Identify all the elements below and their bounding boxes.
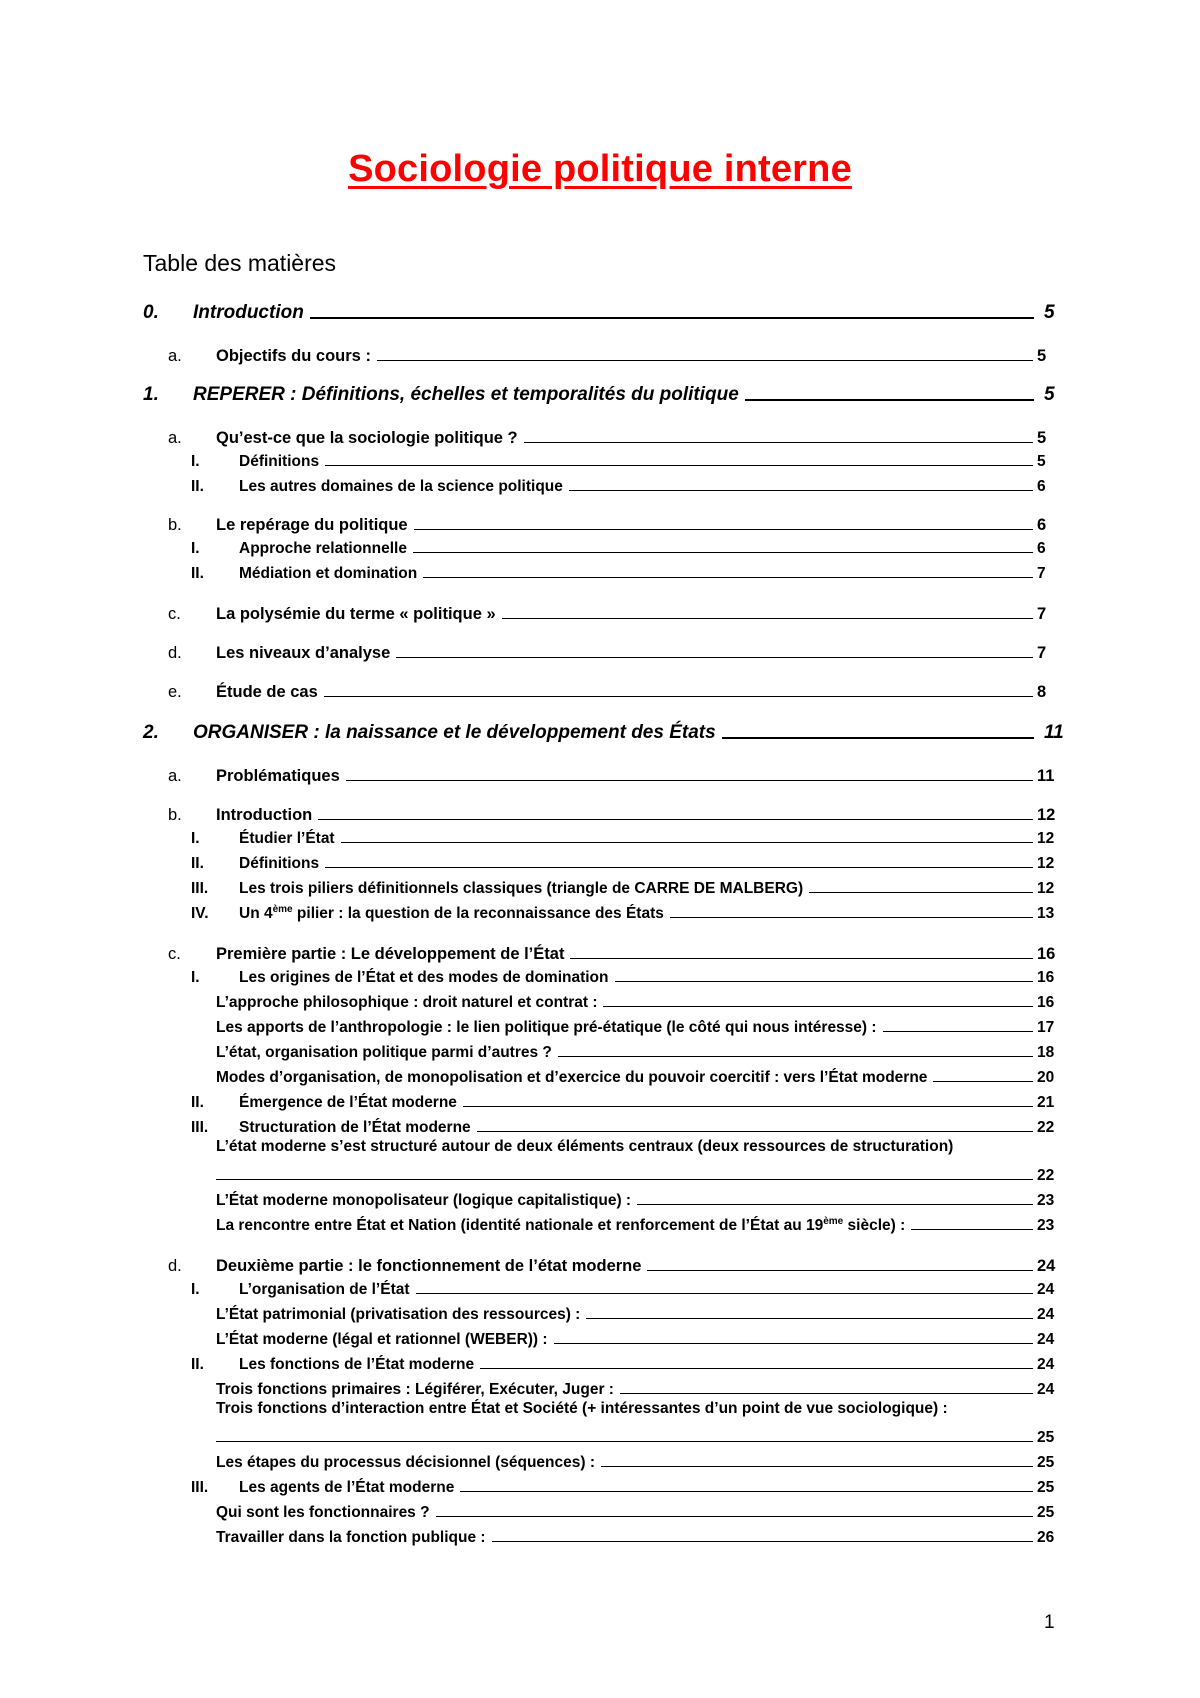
toc-entry-number: I.: [191, 453, 200, 470]
toc-entry-page: 12: [1037, 830, 1055, 847]
toc-entry-number: II.: [191, 1356, 204, 1373]
toc-entry[interactable]: [0, 990, 1200, 1012]
toc-leader-line: [637, 1204, 1033, 1205]
toc-entry-page: 11: [1044, 722, 1064, 743]
toc-entry-number: II.: [191, 565, 204, 582]
toc-entry-number: a.: [168, 347, 182, 365]
toc-entry[interactable]: [0, 1302, 1200, 1324]
toc-entry-label: La polysémie du terme « politique »: [216, 605, 496, 623]
toc-entry-label: L’approche philosophique : droit naturel et contrat :: [216, 994, 598, 1011]
toc-entry-page: 7: [1037, 644, 1047, 662]
toc-entry-label: Les étapes du processus décisionnel (séquences) :: [216, 1454, 596, 1471]
toc-entry-page: 24: [1037, 1281, 1055, 1298]
toc-entry[interactable]: [0, 901, 1200, 923]
toc-entry-page: 25: [1037, 1454, 1055, 1471]
toc-entry-page: 12: [1037, 880, 1055, 897]
toc-entry[interactable]: [0, 1277, 1200, 1299]
toc-entry-number: 2.: [143, 722, 159, 743]
toc-heading: Table des matières: [143, 250, 337, 276]
toc-entry-label: Objectifs du cours :: [216, 347, 371, 365]
toc-leader-line: [620, 1393, 1033, 1394]
toc-entry[interactable]: [0, 940, 1200, 964]
toc-entry[interactable]: [0, 1090, 1200, 1112]
toc-entry-continuation[interactable]: [216, 1163, 1064, 1185]
toc-entry-page: 24: [1037, 1331, 1055, 1348]
toc-leader-line: [883, 1031, 1033, 1032]
toc-entry[interactable]: [0, 1475, 1200, 1497]
toc-entry-label: Définitions: [239, 453, 320, 470]
toc-entry-label: Trois fonctions primaires : Légiférer, Exécuter, Juger :: [216, 1381, 614, 1398]
toc-entry-page: 25: [1037, 1429, 1055, 1446]
toc-entry-page: 24: [1037, 1306, 1055, 1323]
toc-entry[interactable]: [0, 561, 1200, 583]
toc-entry[interactable]: [0, 801, 1200, 825]
toc-entry-page: 13: [1037, 905, 1055, 922]
toc-leader-line: [911, 1229, 1033, 1230]
toc-entry[interactable]: [0, 1377, 1200, 1399]
toc-entry[interactable]: [0, 1115, 1200, 1137]
toc-entry[interactable]: [0, 1500, 1200, 1522]
toc-entry-section-1[interactable]: [0, 378, 1200, 406]
toc-leader-line: [377, 360, 1033, 361]
toc-leader-line: [414, 529, 1033, 530]
toc-entry-number: IV.: [191, 905, 209, 922]
toc-entry-label: Émergence de l’État moderne: [239, 1094, 457, 1111]
toc-entry-page: 20: [1037, 1069, 1055, 1086]
toc-leader-line: [341, 842, 1033, 843]
toc-entry-number: I.: [191, 969, 200, 986]
toc-leader-line: [586, 1318, 1033, 1319]
toc-leader-line: [396, 657, 1033, 658]
toc-entry-label: Les apports de l’anthropologie : le lien politique pré-étatique (le côté qui nous intéresse) :: [216, 1019, 877, 1036]
toc-entry-number: b.: [168, 806, 182, 824]
toc-leader-line: [216, 1441, 1033, 1442]
toc-entry-label: L’organisation de l’État: [239, 1281, 410, 1298]
toc-entry[interactable]: [0, 639, 1200, 663]
toc-entry-number: I.: [191, 830, 200, 847]
toc-entry-label-post: pilier : la question de la reconnaissance des États: [292, 905, 664, 922]
toc-entry-number: III.: [191, 1479, 209, 1496]
toc-leader-line: [570, 958, 1033, 959]
toc-entry[interactable]: [0, 965, 1200, 987]
toc-entry-page: 24: [1037, 1356, 1055, 1373]
page-number: 1: [1044, 1612, 1055, 1633]
toc-leader-line: [463, 1106, 1033, 1107]
toc-entry[interactable]: [0, 424, 1200, 448]
toc-entry[interactable]: [0, 1040, 1200, 1062]
toc-entry-page: 22: [1037, 1167, 1055, 1184]
toc-leader-line: [216, 1179, 1033, 1180]
document-title: Sociologie politique interne: [348, 148, 852, 190]
toc-entry-label: L’état, organisation politique parmi d’autres ?: [216, 1044, 552, 1061]
toc-leader-line: [603, 1006, 1033, 1007]
toc-entry-label: Première partie : Le développement de l’État: [216, 945, 565, 963]
toc-entry-label: [216, 1217, 905, 1235]
toc-entry-page: 11: [1037, 767, 1055, 785]
toc-entry-label: L’État patrimonial (privatisation des ressources) :: [216, 1306, 581, 1323]
toc-entry-label: Structuration de l’État moderne: [239, 1119, 471, 1136]
toc-entry-page: 8: [1037, 683, 1047, 701]
toc-leader-line: [670, 917, 1033, 918]
toc-entry-number: II.: [191, 855, 204, 872]
toc-leader-line: [436, 1516, 1033, 1517]
toc-entry-number: d.: [168, 644, 182, 662]
toc-entry[interactable]: [0, 826, 1200, 848]
toc-entry-label: Deuxième partie : le fonctionnement de l’état moderne: [216, 1257, 642, 1275]
toc-entry[interactable]: [0, 449, 1200, 471]
toc-leader-line: [722, 737, 1034, 739]
toc-leader-line: [310, 317, 1034, 319]
toc-entry[interactable]: [0, 876, 1200, 898]
toc-entry-page: 21: [1037, 1094, 1055, 1111]
toc-entry-number: III.: [191, 880, 209, 897]
toc-leader-line: [601, 1466, 1033, 1467]
toc-entry-page: 12: [1037, 855, 1055, 872]
toc-entry-label: Le repérage du politique: [216, 516, 408, 534]
toc-entry-page: 5: [1037, 453, 1046, 470]
toc-entry-number: 1.: [143, 384, 159, 405]
toc-entry-label: Qui sont les fonctionnaires ?: [216, 1504, 430, 1521]
toc-entry-label-pre: La rencontre entre État et Nation (identité nationale et renforcement de l’État au 19: [216, 1217, 824, 1234]
toc-entry-label: Modes d’organisation, de monopolisation et d’exercice du pouvoir coercitif : vers l’État moderne: [216, 1069, 928, 1086]
toc-entry-label: REPERER : Définitions, échelles et temporalités du politique: [193, 384, 739, 405]
toc-leader-line: [477, 1131, 1033, 1132]
toc-entry-page: 18: [1037, 1044, 1055, 1061]
toc-leader-line: [492, 1541, 1033, 1542]
toc-entry-section-2[interactable]: [0, 716, 1200, 744]
toc-leader-line: [554, 1343, 1033, 1344]
toc-entry[interactable]: [0, 1065, 1200, 1087]
toc-leader-line: [524, 442, 1033, 443]
toc-entry[interactable]: [0, 1252, 1200, 1276]
toc-leader-line: [745, 399, 1034, 401]
toc-entry-number: a.: [168, 429, 182, 447]
toc-entry-number: II.: [191, 1094, 204, 1111]
toc-entry[interactable]: [0, 851, 1200, 873]
toc-entry-page: 6: [1037, 540, 1046, 557]
toc-entry-label-pre: Un 4: [239, 905, 273, 922]
toc-entry-number: I.: [191, 540, 200, 557]
toc-leader-line: [569, 490, 1033, 491]
toc-entry[interactable]: [0, 600, 1200, 624]
toc-entry-label: Approche relationnelle: [239, 540, 407, 557]
toc-entry-page: 22: [1037, 1119, 1055, 1136]
toc-entry-page: 5: [1044, 384, 1055, 405]
toc-entry-page: 16: [1037, 945, 1056, 963]
toc-entry[interactable]: [0, 1450, 1200, 1472]
toc-entry-label: Qu’est-ce que la sociologie politique ?: [216, 429, 518, 447]
toc-entry-label: Médiation et domination: [239, 565, 418, 582]
toc-entry-label: Les niveaux d’analyse: [216, 644, 391, 662]
toc-entry-page: 17: [1037, 1019, 1055, 1036]
toc-entry-page: 7: [1037, 565, 1046, 582]
toc-entry-label: Les agents de l’État moderne: [239, 1479, 455, 1496]
toc-entry-page: 6: [1037, 478, 1046, 495]
toc-entry-number: a.: [168, 767, 182, 785]
toc-leader-line: [325, 465, 1033, 466]
toc-leader-line: [346, 780, 1033, 781]
toc-leader-line: [325, 867, 1033, 868]
toc-entry[interactable]: [0, 474, 1200, 496]
toc-entry-number: b.: [168, 516, 182, 534]
toc-entry[interactable]: [0, 1525, 1200, 1547]
toc-entry[interactable]: [0, 678, 1200, 702]
toc-entry-page: 5: [1037, 347, 1047, 365]
toc-entry-page: 16: [1037, 994, 1055, 1011]
toc-leader-line: [413, 552, 1033, 553]
toc-leader-line: [460, 1491, 1033, 1492]
toc-entry-label: Les origines de l’État et des modes de domination: [239, 969, 609, 986]
toc-entry-page: 23: [1037, 1217, 1055, 1234]
toc-entry-page: 26: [1037, 1529, 1055, 1546]
toc-entry-label: [239, 905, 664, 923]
toc-entry-label: Les fonctions de l’État moderne: [239, 1356, 475, 1373]
toc-entry[interactable]: [0, 1327, 1200, 1349]
toc-entry-label: Problématiques: [216, 767, 340, 785]
toc-entry-number: II.: [191, 478, 204, 495]
toc-entry-label-wrapped[interactable]: L’état moderne s’est structuré autour de deux éléments centraux (deux ressources de structuration): [216, 1138, 954, 1155]
toc-entry-label: Définitions: [239, 855, 320, 872]
toc-leader-line: [480, 1368, 1033, 1369]
toc-entry-page: 24: [1037, 1257, 1056, 1275]
toc-leader-line: [558, 1056, 1033, 1057]
toc-entry-label: Travailler dans la fonction publique :: [216, 1529, 486, 1546]
toc-entry-label: Étude de cas: [216, 683, 318, 701]
toc-entry-number: d.: [168, 1257, 182, 1275]
toc-entry[interactable]: [0, 762, 1200, 786]
toc-entry-label: ORGANISER : la naissance et le développement des États: [193, 722, 716, 743]
toc-entry-label: Introduction: [193, 302, 304, 323]
toc-entry-page: 6: [1037, 516, 1047, 534]
toc-entry-label: Introduction: [216, 806, 313, 824]
toc-entry-page: 25: [1037, 1504, 1055, 1521]
toc-leader-line: [647, 1270, 1033, 1271]
toc-entry-page: 7: [1037, 605, 1047, 623]
toc-entry-label: Étudier l’État: [239, 830, 335, 847]
toc-entry-label-wrapped[interactable]: Trois fonctions d’interaction entre État et Société (+ intéressantes d’un point de vue sociologique) :: [216, 1400, 948, 1417]
toc-leader-line: [615, 981, 1034, 982]
toc-entry[interactable]: [0, 1352, 1200, 1374]
toc-entry-label: Les trois piliers définitionnels classiques (triangle de CARRE DE MALBERG): [239, 880, 804, 897]
toc-leader-line: [809, 892, 1033, 893]
toc-entry-section-0[interactable]: [0, 296, 1200, 324]
toc-entry-label: Les autres domaines de la science politique: [239, 478, 563, 495]
toc-entry-number: c.: [168, 945, 181, 963]
toc-entry[interactable]: [0, 536, 1200, 558]
toc-entry-label: L’État moderne monopolisateur (logique capitalistique) :: [216, 1192, 632, 1209]
toc-entry-page: 5: [1037, 429, 1047, 447]
toc-entry-label-post: siècle) :: [843, 1217, 906, 1234]
toc-leader-line: [423, 577, 1033, 578]
toc-entry[interactable]: [0, 511, 1200, 535]
toc-entry-label: L’État moderne (légal et rationnel (WEBER)) :: [216, 1331, 548, 1348]
toc-entry-page: 25: [1037, 1479, 1055, 1496]
toc-entry-page: 12: [1037, 806, 1056, 824]
toc-entry-number: 0.: [143, 302, 159, 323]
toc-leader-line: [933, 1081, 1033, 1082]
superscript: ème: [823, 1215, 844, 1227]
toc-entry[interactable]: [0, 342, 1200, 366]
toc-entry[interactable]: [0, 1015, 1200, 1037]
toc-entry-number: I.: [191, 1281, 200, 1298]
toc-leader-line: [324, 696, 1033, 697]
toc-entry-continuation[interactable]: [216, 1425, 1064, 1447]
toc-leader-line: [416, 1293, 1033, 1294]
toc-entry-number: c.: [168, 605, 181, 623]
toc-entry-number: III.: [191, 1119, 209, 1136]
toc-leader-line: [318, 819, 1033, 820]
toc-entry-page: 16: [1037, 969, 1055, 986]
toc-entry-page: 24: [1037, 1381, 1055, 1398]
toc-entry-page: 23: [1037, 1192, 1055, 1209]
toc-entry-page: 5: [1044, 302, 1055, 323]
toc-leader-line: [502, 618, 1033, 619]
toc-entry[interactable]: [0, 1188, 1200, 1210]
superscript: ème: [272, 903, 293, 915]
toc-entry[interactable]: [0, 1213, 1200, 1235]
toc-entry-number: e.: [168, 683, 182, 701]
